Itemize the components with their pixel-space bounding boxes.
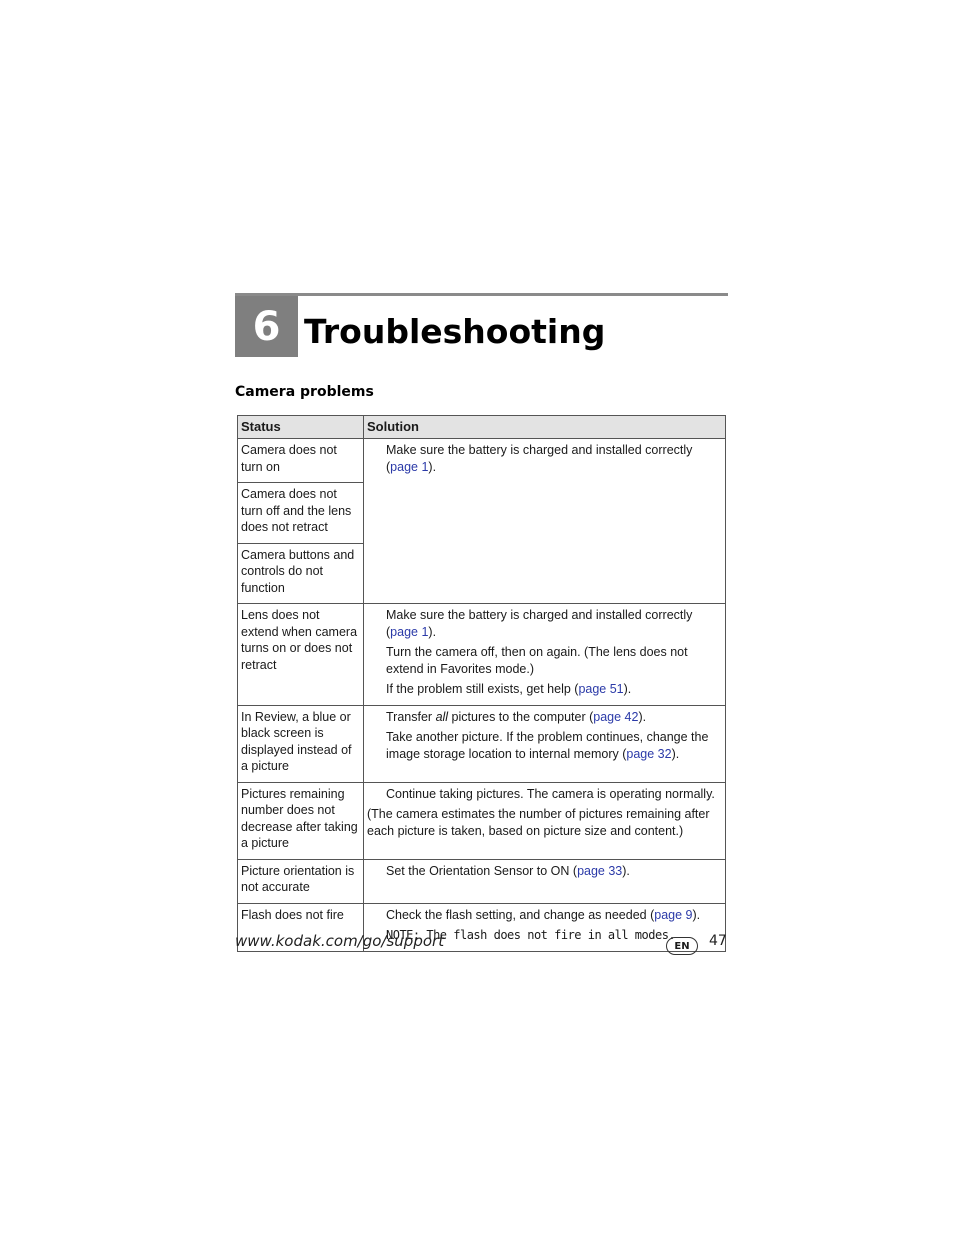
status-cell: Lens does not extend when camera turns on or does not retract (238, 604, 364, 706)
page-title: Troubleshooting (304, 312, 606, 351)
status-cell: Flash does not fire (238, 903, 364, 951)
solution-line: Set the Orientation Sensor to ON (page 33). (386, 863, 630, 878)
solution-line: Transfer all pictures to the computer (page 42). (386, 709, 647, 724)
table-row (238, 439, 726, 483)
solution-line: Continue taking pictures. The camera is operating normally. (386, 786, 715, 801)
troubleshooting-table (237, 415, 726, 952)
solution-cell (364, 782, 726, 859)
page-link[interactable]: page 1 (390, 624, 429, 639)
note: NOTE: The flash does not fire in all modes. (386, 928, 676, 942)
solution-line: Turn the camera off, then on again. (The lens does not extend in Favorites mode.) (386, 645, 688, 676)
status-cell: Picture orientation is not accurate (238, 859, 364, 903)
status-cell: Camera does not turn off and the lens does not retract (238, 483, 364, 544)
status-cell: Camera buttons and controls do not function (238, 543, 364, 604)
solution-line: Take another picture. If the problem continues, change the image storage location to internal memory (page 32). (386, 730, 709, 761)
status-cell: Camera does not turn on (238, 439, 364, 483)
table-row (238, 604, 726, 706)
page-link[interactable]: page 42 (593, 709, 639, 724)
solution-cell (364, 705, 726, 782)
table-header-row (238, 416, 726, 439)
page-link[interactable]: page 51 (578, 682, 624, 696)
solution-line: Make sure the battery is charged and installed correctly (page 1). (386, 608, 693, 639)
page-link[interactable]: page 33 (577, 863, 623, 878)
solution-line: Make sure the battery is charged and installed correctly (page 1). (386, 443, 693, 474)
page-link[interactable]: page 1 (390, 459, 429, 474)
footer-url[interactable]: www.kodak.com/go/support (235, 932, 445, 950)
solution-explanation: (The camera estimates the number of pictures remaining after each picture is taken, based on picture size and content.) (367, 807, 710, 838)
page-link[interactable]: page 9 (654, 907, 693, 922)
table-row (238, 782, 726, 859)
table-row (238, 859, 726, 903)
chapter-number-box (235, 296, 298, 357)
chapter-rule (235, 293, 728, 296)
language-badge: EN (666, 937, 698, 955)
page-link[interactable]: page 32 (626, 746, 672, 761)
table-row (238, 705, 726, 782)
page-number: 47 (709, 933, 727, 949)
status-cell: Pictures remaining number does not decrease after taking a picture (238, 782, 364, 859)
solution-cell (364, 439, 726, 604)
solution-cell (364, 604, 726, 706)
header-solution: Solution (364, 416, 726, 439)
solution-line: Check the flash setting, and change as needed (page 9). (386, 907, 701, 922)
status-cell: In Review, a blue or black screen is displayed instead of a picture (238, 705, 364, 782)
section-heading: Camera problems (235, 384, 374, 400)
chapter-number: 6 (252, 303, 281, 350)
header-status: Status (238, 416, 364, 439)
solution-cell (364, 859, 726, 903)
solution-line: If the problem still exists, get help (page 51). (386, 682, 632, 696)
